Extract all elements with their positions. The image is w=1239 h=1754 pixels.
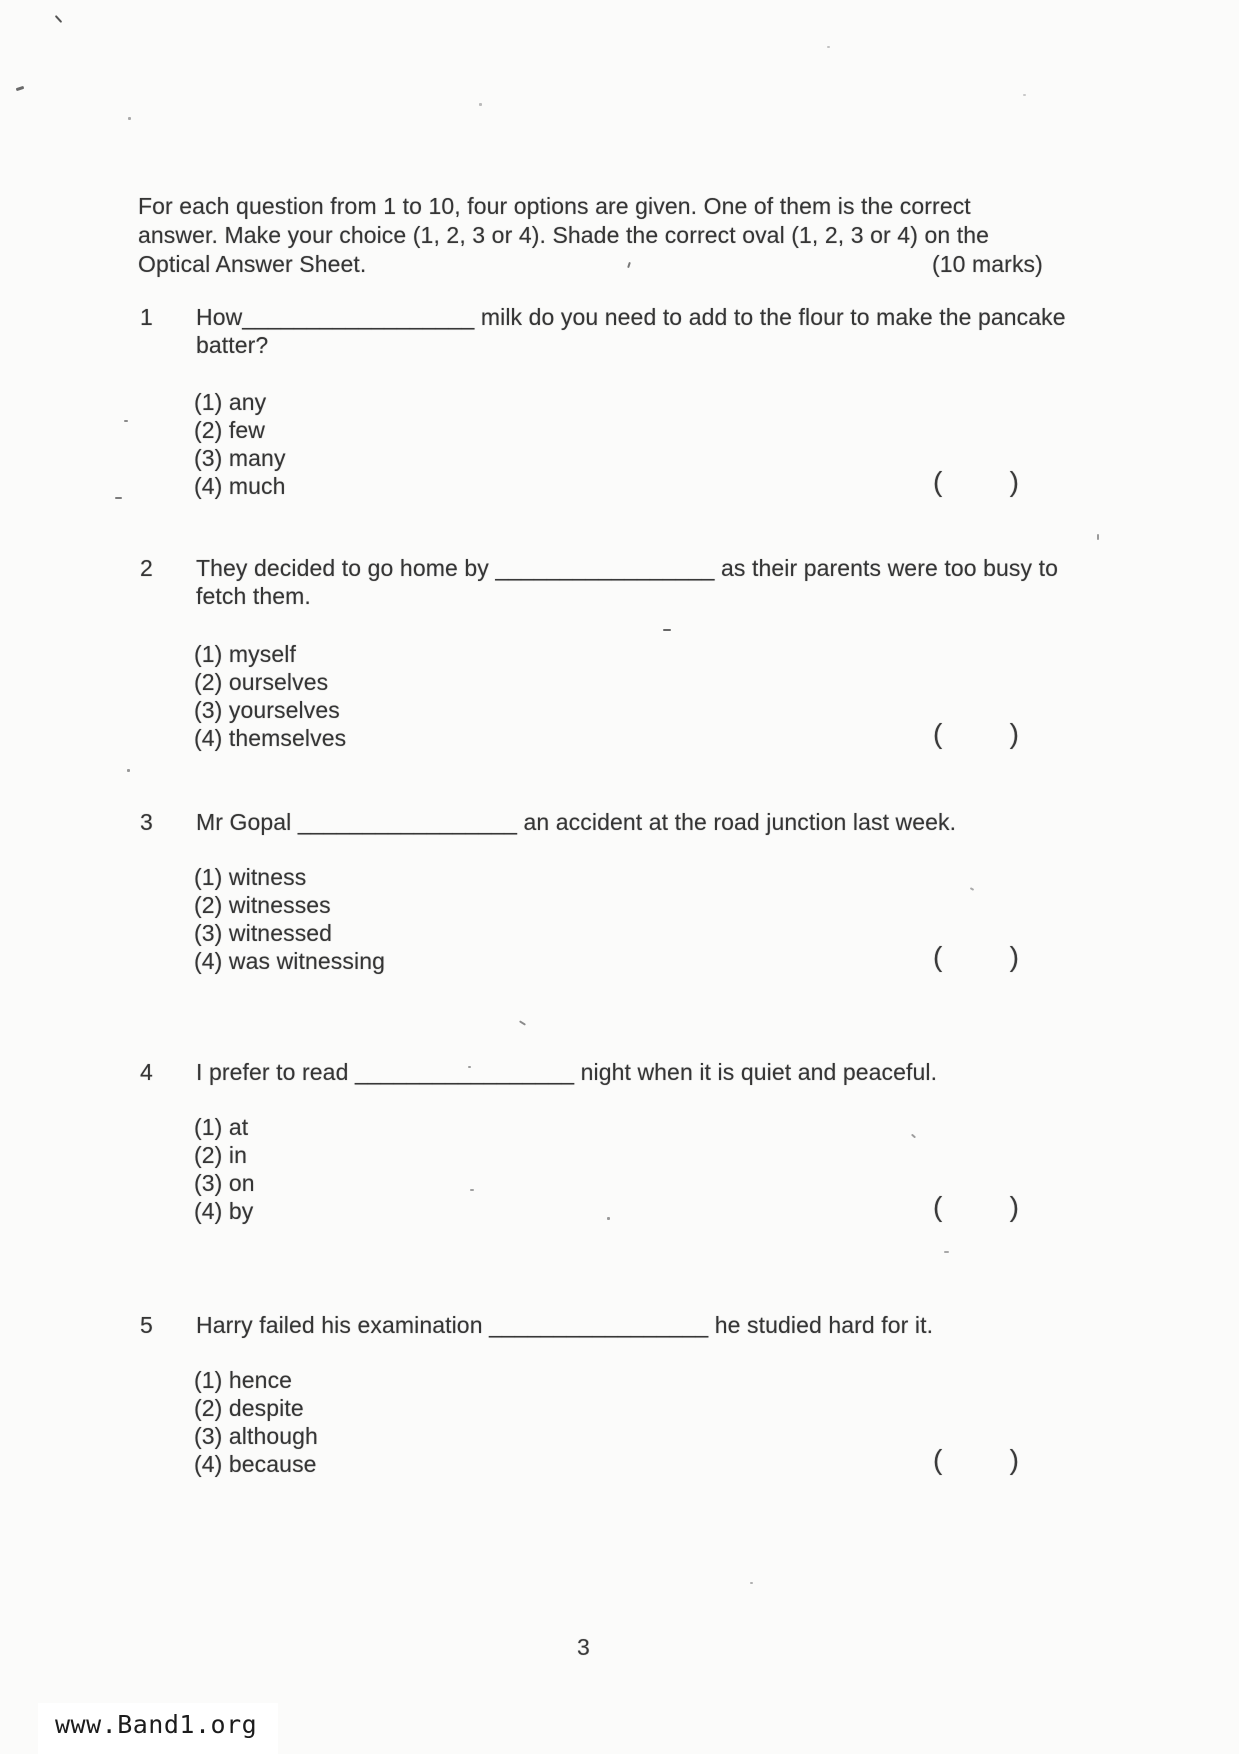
scan-speck bbox=[124, 420, 128, 422]
instructions bbox=[138, 192, 989, 279]
scan-speck bbox=[607, 1217, 610, 1220]
question-5-number: 5 bbox=[140, 1312, 153, 1338]
watermark-text: www.Band1.org bbox=[55, 1710, 258, 1739]
question-3-text bbox=[196, 808, 956, 836]
scan-speck bbox=[750, 1582, 753, 1584]
option: (3) many bbox=[194, 445, 286, 471]
option: (4) by bbox=[194, 1198, 254, 1224]
question-1-line-1: How__________________ milk do you need to add to the flour to make the pancake bbox=[196, 304, 1066, 330]
question-5-text bbox=[196, 1311, 933, 1339]
option: (4) much bbox=[194, 473, 286, 499]
scan-speck bbox=[479, 103, 482, 106]
question-1-number: 1 bbox=[140, 304, 153, 330]
option: (2) ourselves bbox=[194, 669, 329, 695]
scan-speck bbox=[944, 1251, 949, 1253]
question-2-options bbox=[194, 640, 346, 752]
option: (1) witness bbox=[194, 864, 307, 890]
instructions-line-2: answer. Make your choice (1, 2, 3 or 4). Shade the correct oval (1, 2, 3 or 4) on the bbox=[138, 222, 989, 248]
bracket-open: ( bbox=[933, 466, 943, 497]
bracket-close: ) bbox=[1009, 466, 1019, 497]
bracket-open: ( bbox=[933, 941, 943, 972]
bracket-open: ( bbox=[933, 1444, 943, 1475]
question-2-line-2: fetch them. bbox=[196, 583, 311, 609]
option: (2) in bbox=[194, 1142, 248, 1168]
question-3-line-1: Mr Gopal _________________ an accident at the road junction last week. bbox=[196, 809, 957, 835]
option: (2) despite bbox=[194, 1395, 304, 1421]
scan-speck bbox=[911, 1134, 916, 1139]
question-2-answer-bracket bbox=[933, 718, 1019, 750]
scan-speck bbox=[55, 15, 63, 23]
option: (3) witnessed bbox=[194, 920, 333, 946]
question-1-line-2: batter? bbox=[196, 332, 269, 358]
option: (3) although bbox=[194, 1423, 318, 1449]
option: (4) themselves bbox=[194, 725, 347, 751]
bracket-close: ) bbox=[1009, 1191, 1019, 1222]
question-5-line-1: Harry failed his examination _________________ he studied hard for it. bbox=[196, 1312, 934, 1338]
question-2-number: 2 bbox=[140, 555, 153, 581]
bracket-close: ) bbox=[1009, 1444, 1019, 1475]
option: (1) at bbox=[194, 1114, 249, 1140]
scan-speck bbox=[827, 46, 830, 48]
question-3-number: 3 bbox=[140, 809, 153, 835]
question-2-line-1: They decided to go home by _________________ as their parents were too busy to bbox=[196, 555, 1058, 581]
option: (4) because bbox=[194, 1451, 317, 1477]
bracket-open: ( bbox=[933, 1191, 943, 1222]
question-5-options bbox=[194, 1366, 318, 1478]
question-1-text bbox=[196, 303, 1066, 359]
scan-speck bbox=[16, 86, 25, 91]
question-4-options bbox=[194, 1113, 255, 1225]
instructions-line-3: Optical Answer Sheet. bbox=[138, 251, 367, 277]
question-5-answer-bracket bbox=[933, 1444, 1019, 1476]
instructions-line-1: For each question from 1 to 10, four options are given. One of them is the correct bbox=[138, 193, 971, 219]
question-3-options bbox=[194, 863, 385, 975]
question-4-answer-bracket bbox=[933, 1191, 1019, 1223]
option: (3) on bbox=[194, 1170, 255, 1196]
scan-speck bbox=[1023, 94, 1026, 96]
scan-speck bbox=[470, 1189, 474, 1191]
question-1-options bbox=[194, 388, 286, 500]
question-4-number: 4 bbox=[140, 1059, 153, 1085]
option: (1) any bbox=[194, 389, 267, 415]
bracket-close: ) bbox=[1009, 941, 1019, 972]
option: (1) hence bbox=[194, 1367, 293, 1393]
bracket-close: ) bbox=[1009, 718, 1019, 749]
scan-speck bbox=[970, 887, 974, 891]
option: (2) few bbox=[194, 417, 265, 443]
page-number: 3 bbox=[577, 1634, 590, 1660]
scan-speck bbox=[127, 769, 130, 772]
scan-speck bbox=[519, 1020, 526, 1025]
question-4-text bbox=[196, 1058, 937, 1086]
bracket-open: ( bbox=[933, 718, 943, 749]
scan-speck bbox=[1097, 534, 1099, 540]
option: (3) yourselves bbox=[194, 697, 340, 723]
question-4-line-1: I prefer to read _________________ night when it is quiet and peaceful. bbox=[196, 1059, 938, 1085]
option: (4) was witnessing bbox=[194, 948, 385, 974]
question-2-text bbox=[196, 554, 1058, 610]
scan-speck bbox=[128, 117, 131, 120]
scan-speck bbox=[115, 497, 122, 499]
question-1-answer-bracket bbox=[933, 466, 1019, 498]
option: (1) myself bbox=[194, 641, 296, 667]
question-3-answer-bracket bbox=[933, 941, 1019, 973]
scan-speck bbox=[663, 629, 671, 631]
marks-label: (10 marks) bbox=[932, 251, 1043, 277]
option: (2) witnesses bbox=[194, 892, 331, 918]
